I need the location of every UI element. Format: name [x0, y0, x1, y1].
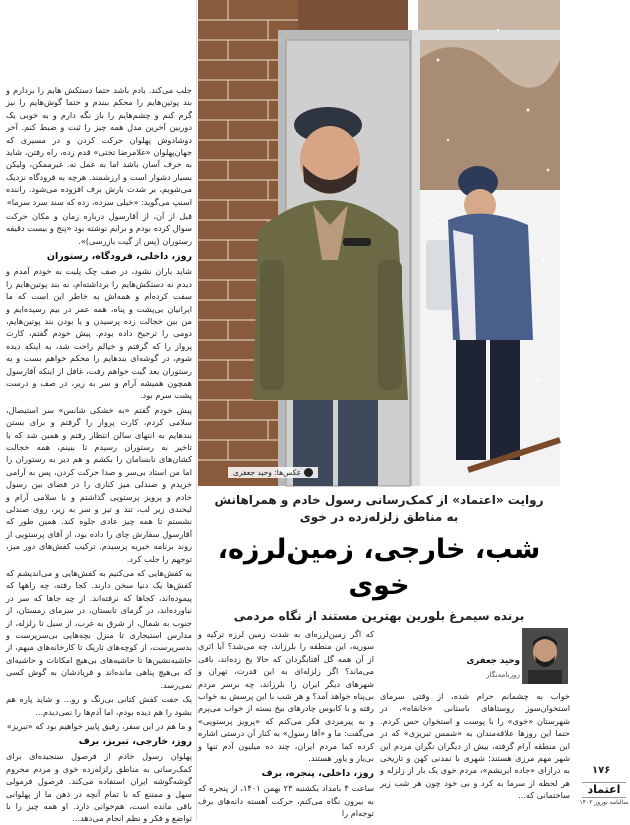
- section-heading: روز، داخلی، فرودگاه، رستوران: [46, 251, 192, 263]
- middle-text-column: [198, 628, 374, 818]
- camera-icon: [304, 468, 313, 477]
- photo-illustration: [198, 0, 560, 486]
- article-photo: [198, 0, 560, 486]
- issue-label: سالنامه نوروز ۱۴۰۲: [579, 799, 629, 806]
- publication-logo: اعتماد: [582, 782, 626, 798]
- photo-credit: [228, 467, 318, 478]
- body-paragraph: قبل از آن، از آقارسول درباره زمان و مکان حرکت سوال کرده بودم و برایم نوشته بود «پنج و بیست دقیقه رستوران (پس از گیت بازرسی)».: [6, 211, 192, 246]
- body-paragraph: ساعت ۴ بامداد یکشنبه ۲۳ بهمن ۱۴۰۱، از پنجره که به بیرون نگاه می‌کنم، حرکت آهسته دانه‌های برف توجه‌ام را: [198, 783, 375, 819]
- headline: شب، خارجی، زمین‌لرزه، خوی: [217, 534, 541, 601]
- body-paragraph: شاید باران نشود، در صف چک پلیت به خودم آمدم و دیدم نه دستکش‌هایم را برداشته‌ام، نه بند پوتین‌هایم را سفت کرده‌ام و همه‌اش به خاطر این است که ما ایرانیان بی‌پشت و پناه، همه عمر در بیم رسیده‌ایم و من بین خجالت زده پرسیدن و یا بودن بند پوتین‌هایم، دومی را ترجیح داده بودم. پیش خودم گفتم، کارت پرواز را که گرفتم و خیالم راحت شد، به اینکه دیده شوم، در گوشه‌ای بندهایم را محکم خواهم بست و به رستوران بعد گیت خواهم رفت، غافل از اینکه آقارسول همچون همیشه آرام و سر به زیر، در صف و درست پشت سرم بود.: [6, 266, 192, 401]
- kicker-line-1: روایت «اعتماد» از کمک‌رسانی رسول خادم و همراهانش: [214, 493, 544, 507]
- author-portrait-icon: [522, 628, 568, 684]
- kicker-line-2: به مناطق زلزله‌زده در خوی: [299, 510, 459, 524]
- column-divider: [196, 0, 197, 820]
- body-paragraph: یک جفت کفش کتانی بی‌رنگ و رو... و شاید پاره هم بشود را هم دیده بودم، اما آدم‌ها را نمی‌دیدم...: [6, 694, 192, 717]
- deck: برنده سیمرغ بلورین بهترین مستند از نگاه مردمی: [233, 609, 525, 623]
- section-heading: روز، خارجی، تبریز، برف: [78, 736, 192, 748]
- body-paragraph: به کفش‌هایی که می‌کنیم به کفش‌هایی و می‌اندیشم که کفش‌ها یک دنیا سخن دارند. کجا رفته، چه راهها که پیموده‌اند، کجاها که نرفته‌اند. از چه جاها که سر در نیاورده‌اند، در گرمای تابستان، در سرمای زمستان، از جنوب به شمال، از شرق به غرب، از سیل تا زلزله، از مدارس استیجاری تا منزل بچه‌هایی بی‌سرپرست و بدسرپرست، از کوچه‌های تاریک تا کارخانه‌های مبهم، از حاشیه‌نشین‌ها تا حاشیه‌های بی‌هیچ امکانات و حاشیه‌ای که بی‌هیچ پناهی مانده‌اند و فریادشان به گوش کسی نمی‌رسد.: [6, 568, 192, 690]
- body-paragraph: و ما هم در این سفر، رفیق پاییز خواهیم بود که «تبریز»: [6, 720, 192, 731]
- author-name: وحید جعفری: [466, 656, 520, 666]
- body-paragraph: پهلوان رسول خادم از فرصول سنجیده‌ای برای کمک‌رسانی به مناطق زلزله‌زده خوی و مردم محروم گوشه‌گوشه ایران استفاده می‌کند. فرصول فرمولی سهل و ممتنع که با تمام آنچه در ذهن ما از پهلوانی باقی مانده است، هم‌خوانی دارد. او همه چیز را با تواضع و فکر و نظم انجام می‌دهد...: [6, 751, 192, 824]
- article-headline-block: [198, 492, 560, 624]
- body-paragraph: خواب به چشمانم حرام شده، از وقتی سرمای استخوان‌سوز روستاهای باستانی «خانقاه»، در شهرستان «خوی» را با پوست و استخوان حس کردم. حتما این روزها علاقه‌مندان به «شمس تبریزی» که در این منطقه آرام گرفته، بیش از دیگران نگران مردم این شهر مهم مرزی هستند؛ شهری با تمدنی کهن و تاریخی به درازای «جاده ابریشم»، مردم خوی یک بار از زلزله و هر لحظه از سرما به کرد و بی خود چون هر شب زیر ساختمانی که...: [380, 691, 570, 801]
- body-paragraph: که اگر زمین‌لرزه‌ای به شدت زمین لرزه ترکیه و سوریه، این منطقه را بلرزاند، چه می‌شد؟ آیا اثری از آن همه گل آفتابگردان که حالا یخ زده‌اند، باقی می‌ماند؟ اگر زلزله‌ای به این قدرت، تهران و شهرهای دیگر ایران را بلرزاند، چه برسر مردم بی‌پناه خواهد آمد؟ و هر شب با این پرسش به خواب رفته و با کابوس چادرهای بیخ بسته از خواب می‌پرم و به پیرمردی فکر می‌کنم که «پرویز پرستویی» می‌گفت: ما و «آقا رسول» به کنار آن درستی اشاره کرده کما مردم ایران، چند ده میلیون آدم تنها و بی‌یار و یاور هستند.: [198, 629, 374, 764]
- author-role: روزنامه‌نگار: [486, 670, 520, 679]
- page-number: ۱۷۶: [592, 765, 611, 776]
- right-text-column: [380, 690, 570, 818]
- author-photo: [522, 628, 568, 684]
- section-heading: روز، داخلی، پنجره، برف: [261, 768, 374, 780]
- photo-credit-text: عکس‌ها: وحید جعفری: [233, 468, 302, 477]
- left-text-column: [6, 84, 192, 824]
- body-paragraph: جلب می‌کند. یادم باشد حتما دستکش هایم را بردارم و بند پوتین‌هایم را محکم ببندم و حتما گوش‌هایم را نیز گرم کنم و چشم‌هایم را باز نگه دارم و به خوبی یک دوربین آخرین مدل همه چیز را ثبت و ضبط کنم. آخر دوشادوش پهلوان حرکت کردن و در مسیری که جهان‌پهلوان «غلامرضا تختی» قدم زده، راه رفتن، شاید به حرف آسان باشد اما به عمل نه. غیرممکن، ولیکن بسیار دشوار است و ارزشمند. هرچه به فرودگاه نزدیک می‌شویم، بر شدت بارش برف افزوده می‌شود. راننده اسنپ می‌گوید: «خیلی سرده، زده که سند سرد سرما»: [6, 85, 192, 207]
- body-paragraph: پیش خودم گفتم «به خشکی شانس» سر استیصال، سلامی کردم، کارت پرواز را گرفتم و برای بستن بندهایم به انتهای سالن انتظار رفتم و همین شد که با تاخیر به رستوران رسیدم تا ببینم، همه خجالت کشان‌های نابسامان را بکشم و هم دیر به رستوران را اما من استاد بی‌سر و صدا حرکت کردن، پس به آرامی خزیدم و صندلی میز کناری را در فضای بین رسول خادم و پرویز پرستویی گذاشتم و با سلامی آرام و لبخندی زیر لب، تند و تیز و سر به زیر، روی صندلی نشستم تا همه چیز عادی جلوه کند. همین طور که آقارسول سفارش چای را داده بود، از آقای پرستویی از روند برنامه خیریه پرسیدم. ترکیب کفش‌های دور میز، توجهم را جلب کرد.: [6, 404, 192, 564]
